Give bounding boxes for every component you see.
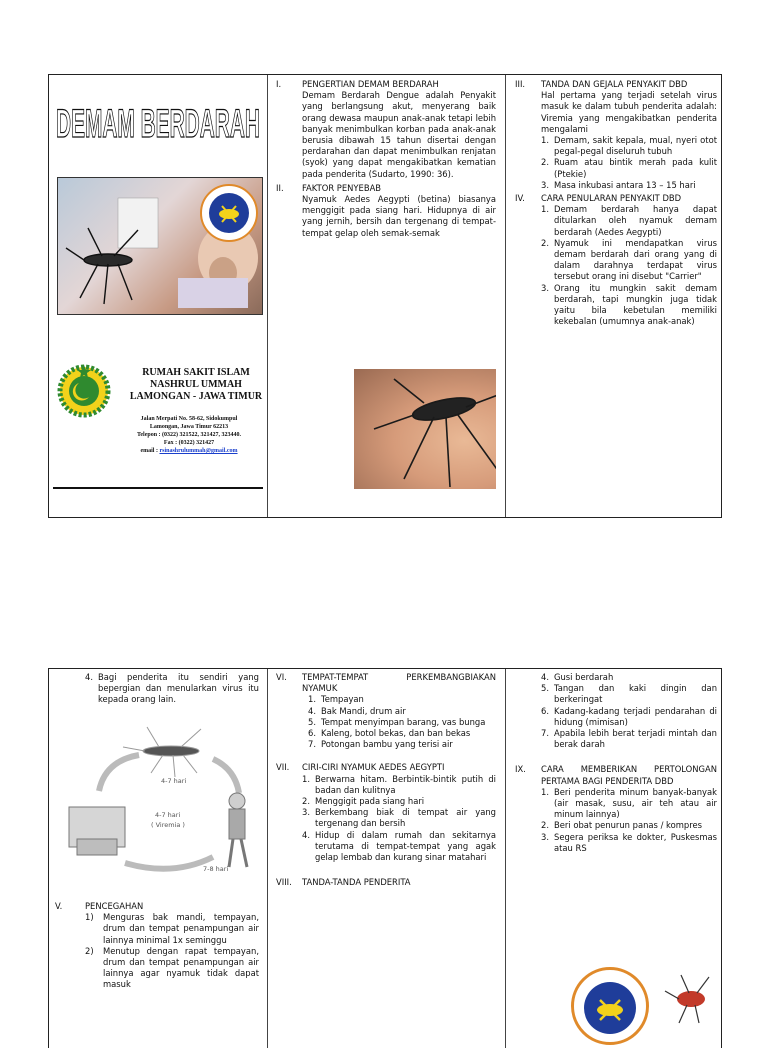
fold-line <box>505 75 506 517</box>
list-item: 1. Beri penderita minum banyak-banyak (air masak, susu, air teh atau air minum lainnya) <box>541 786 717 820</box>
section-heading: V. PENCEGAHAN <box>55 901 144 911</box>
list-item: 3. Orang itu mungkin sakit demam berdarah, tapi mungkin juga tidak yaitu bila kebetulan memiliki kekebalan (umumnya anak-anak) <box>541 282 717 327</box>
email-link[interactable]: rsinashrulummah@gmail.com <box>159 448 238 454</box>
section-heading: IX. CARA MEMBERIKAN PERTOLONGAN PERTAMA BAGI PENDERITA DBD <box>515 764 717 786</box>
brochure-inside-panel <box>48 668 722 1048</box>
list-item: 2. Menggigit pada siang hari <box>302 796 425 807</box>
list-item: 3. Berkembang biak di tempat air yang tergenang dan bersih <box>302 807 496 829</box>
list-item: 5. Tempat menyimpan barang, vas bunga <box>308 716 486 727</box>
svg-text:7-8 hari: 7-8 hari <box>203 865 229 873</box>
list-item: 1. Demam berdarah hanya dapat ditularkan oleh nyamuk demam berdarah (Aedes Aegypti) <box>541 204 717 237</box>
svg-text:DEMAM BERDARAH: DEMAM BERDARAH <box>56 102 260 146</box>
mosquito-photo <box>354 369 496 489</box>
list-item: 1. Tempayan <box>308 694 364 705</box>
section-heading: IV. CARA PENULARAN PENYAKIT DBD <box>515 193 682 204</box>
cover-divider <box>53 487 263 489</box>
section-heading: I. PENGERTIAN DEMAM BERDARAH <box>276 79 439 89</box>
section-heading: VI. TEMPAT-TEMPAT PERKEMBANGBIAKAN NYAMUK <box>276 672 496 694</box>
fold-line <box>505 669 506 1048</box>
mosquito-traits-list <box>276 774 496 864</box>
hospital-logo <box>55 361 113 419</box>
list-item: 3. Segera periksa ke dokter, Puskesmas atau RS <box>541 831 717 853</box>
first-aid-list <box>515 787 717 854</box>
list-item: 2) Menutup dengan rapat tempayan, drum dan tempat penampungan air lainnya agar nyamuk tidak dapat masuk <box>85 945 259 990</box>
waspada-badge <box>200 184 258 242</box>
brochure-outside-panel <box>48 74 722 518</box>
section-heading: III. TANDA DAN GEJALA PENYAKIT DBD <box>515 79 688 89</box>
patient-signs-list <box>515 672 717 750</box>
list-item: 7. Potongan bambu yang terisi air <box>308 739 453 750</box>
mosquito-icon <box>661 969 717 1025</box>
list-item: 2. Nyamuk ini mendapatkan virus demam berdarah dari orang yang di dalam darahnya terdapat virus tersebut orang ini disebut "Carrier" <box>541 237 717 282</box>
list-item: 4. Hidup di dalam rumah dan sekitarnya terutama di tempat-tempat yang agak gelap lembab dan kurang sinar matahari <box>302 829 496 863</box>
svg-text:4-7 hari: 4-7 hari <box>155 811 181 819</box>
list-item: 1. Demam, sakit kepala, mual, nyeri otot pegal-pegal diseluruh tubuh <box>541 135 717 157</box>
svg-text:4-7 hari: 4-7 hari <box>161 777 187 785</box>
list-item: 5. Tangan dan kaki dingin dan berkeringat <box>541 683 717 705</box>
cover-photo <box>57 177 263 315</box>
symptom-list <box>515 135 717 191</box>
list-item: 4. Gusi berdarah <box>541 672 614 682</box>
transmission-list-continued <box>55 672 259 706</box>
cover-column <box>49 75 267 517</box>
prevention-list <box>55 912 259 990</box>
section-body: Demam Berdarah Dengue adalah Penyakit yang berlangsung akut, menyerang baik orang dewasa maupun anak-anak tetapi lebih banyak menimbulkan korban pada anak-anak berusia dibawah 15 tahun disertai dengan perdarahan dan dapat menimbulkan renjatan (syok) yang dapat mengakibatkan kematian pada penderita (Sudarto, 1990: 36). <box>302 90 496 179</box>
list-item: 3. Masa inkubasi antara 13 – 15 hari <box>541 179 696 190</box>
crescent-star-emblem-icon <box>55 361 113 419</box>
fold-line <box>267 75 268 517</box>
svg-text:( Viremia ): ( Viremia ) <box>151 821 185 829</box>
middle-column <box>276 75 496 517</box>
hospital-contact: Jalan Merpati No. 58-62, Sidokumpul Lamongan, Jawa Timur 62213 Telepon : (0322) 321522, 321427, 323440. Fax : (0322) 321427 email : rsinashrulummah@gmail.com <box>136 416 242 454</box>
list-item: 1) Menguras bak mandi, tempayan, drum dan tempat penampungan air lainnya minimal 1x seminggu <box>85 912 259 945</box>
fold-line <box>267 669 268 1048</box>
section-body: Hal pertama yang terjadi setelah virus masuk ke dalam tubuh penderita adalah: Viremia yang mengakibatkan penderita mengalami <box>541 90 717 134</box>
middle-column <box>276 669 496 1048</box>
section-heading: II. FAKTOR PENYEBAB <box>276 182 382 193</box>
section-heading: VIII. TANDA-TANDA PENDERITA <box>276 877 411 888</box>
right-column <box>515 75 717 517</box>
left-column <box>55 669 259 1048</box>
cover-title <box>53 89 263 149</box>
section-body: Nyamuk Aedes Aegypti (betina) biasanya menggigit pada siang hari. Hidupnya di air yang jernih, bersih dan tergenang di tempat-tempat gelap oleh semak-semak <box>302 194 496 238</box>
list-item: 1. Berwarna hitam. Berbintik-bintik putih di badan dan kulitnya <box>302 773 496 795</box>
list-item: 6. Kaleng, botol bekas, dan ban bekas <box>308 728 471 739</box>
list-item: 4. Bak Mandi, drum air <box>308 705 406 716</box>
list-item: 4. Bagi penderita itu sendiri yang bepergian dan menularkan virus itu kepada orang lain. <box>85 672 259 705</box>
list-item: 6. Kadang-kadang terjadi pendarahan di hidung (mimisan) <box>541 705 717 727</box>
waspada-badge <box>571 967 649 1045</box>
hospital-name: RUMAH SAKIT ISLAM NASHRUL UMMAH LAMONGAN - JAWA TIMUR <box>129 367 263 402</box>
right-column <box>515 669 717 1048</box>
list-item: 7. Apabila lebih berat terjadi mintah dan berak darah <box>541 728 717 750</box>
transmission-cycle-diagram <box>63 721 259 893</box>
list-item: 2. Beri obat penurun panas / kompres <box>541 820 702 831</box>
transmission-list <box>515 204 717 327</box>
section-heading: VII. CIRI-CIRI NYAMUK AEDES AEGYPTI <box>276 762 445 773</box>
list-item: 2. Ruam atau bintik merah pada kulit (Ptekie) <box>541 157 717 179</box>
breeding-places-list <box>276 694 496 750</box>
